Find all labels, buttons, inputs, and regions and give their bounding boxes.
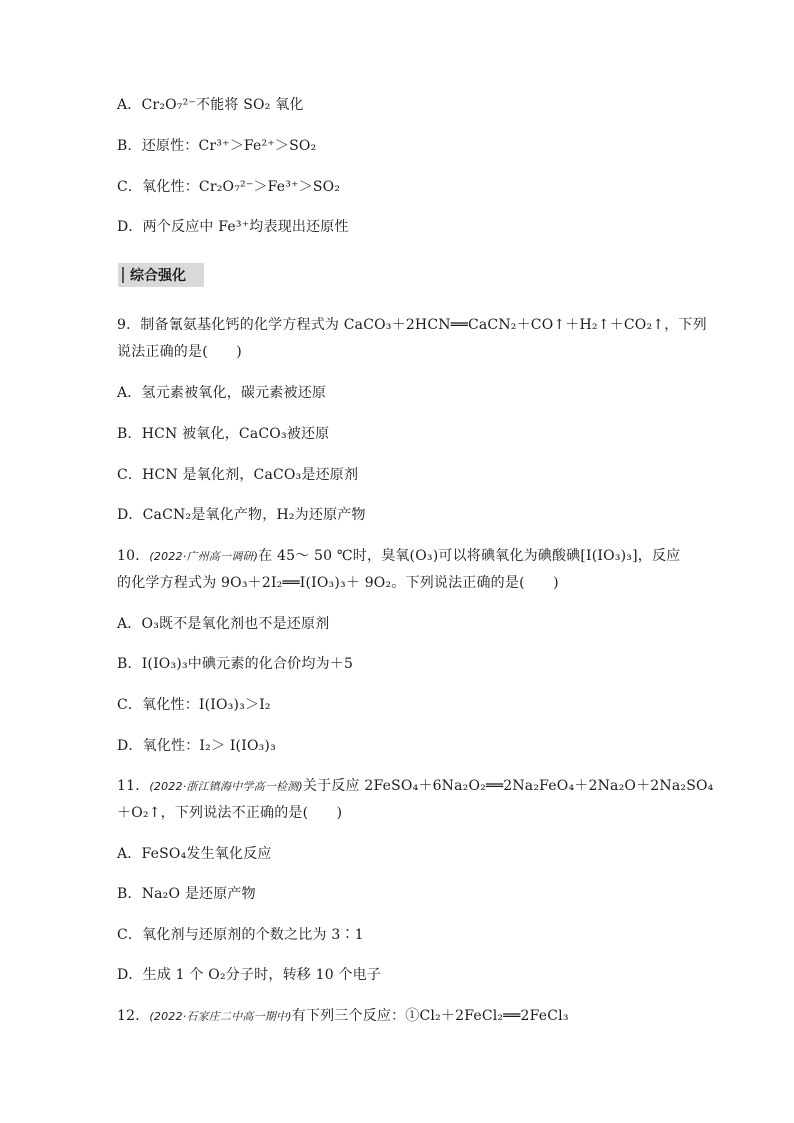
- q10-stem-text: 在 45～ 50 ℃时，臭氧(O₃)可以将碘氧化为碘酸碘[I(IO₃)₃]，反应: [258, 548, 681, 564]
- option-d-prev: D．两个反应中 Fe³⁺均表现出还原性: [117, 219, 349, 235]
- q9-option-d: D．CaCN₂是氧化产物，H₂为还原产物: [117, 507, 366, 523]
- q11-source: (2022·浙江镇海中学高一检测): [149, 780, 303, 793]
- q9-option-a: A．氢元素被氧化，碳元素被还原: [117, 385, 327, 401]
- section-header: [118, 263, 204, 287]
- option-c-prev: C．氧化性：Cr₂O₇²⁻＞Fe³⁺＞SO₂: [117, 179, 341, 195]
- q9-option-b: B．HCN 被氧化，CaCO₃被还原: [117, 426, 330, 442]
- q9-stem-line2: 说法正确的是( ): [117, 344, 242, 360]
- q11-stem-line2: ＋O₂↑，下列说法不正确的是( ): [117, 805, 343, 821]
- q11-option-a: A．FeSO₄发生氧化反应: [117, 846, 272, 862]
- q9-stem-line1: 9．制备氰氨基化钙的化学方程式为 CaCO₃＋2HCN══CaCN₂＋CO↑＋H₂↑＋CO₂↑，下列: [117, 317, 707, 333]
- q11-option-d: D．生成 1 个 O₂分子时，转移 10 个电子: [117, 967, 382, 983]
- q10-option-b: B．I(IO₃)₃中碘元素的化合价均为＋5: [117, 656, 354, 672]
- section-title: 综合强化: [130, 268, 186, 284]
- q11-number: 11．: [117, 778, 150, 794]
- q9-option-c: C．HCN 是氧化剂，CaCO₃是还原剂: [117, 467, 359, 483]
- q10-number: 10．: [117, 548, 150, 564]
- section-bar-decoration: [122, 267, 124, 283]
- q12-stem-text: 有下列三个反应：①Cl₂＋2FeCl₂══2FeCl₃: [291, 1008, 569, 1024]
- q11-stem-line1: [117, 776, 713, 797]
- q10-stem-line1: [117, 546, 680, 567]
- q10-option-c: C．氧化性：I(IO₃)₃＞I₂: [117, 697, 271, 713]
- q12-source: (2022·石家庄二中高一期中): [149, 1010, 292, 1023]
- q10-option-d: D．氧化性：I₂＞ I(IO₃)₃: [117, 738, 276, 754]
- q11-stem-text: 关于反应 2FeSO₄＋6Na₂O₂══2Na₂FeO₄＋2Na₂O＋2Na₂SO₄: [302, 778, 714, 794]
- option-b-prev: B．还原性：Cr³⁺＞Fe²⁺＞SO₂: [117, 138, 317, 154]
- q10-option-a: A．O₃既不是氧化剂也不是还原剂: [117, 616, 330, 632]
- q10-source: (2022·广州高一调研): [149, 550, 259, 563]
- q10-stem-line2: 的化学方程式为 9O₃＋2I₂══I(IO₃)₃＋ 9O₂。下列说法正确的是( ): [117, 575, 559, 591]
- q11-option-c: C．氧化剂与还原剂的个数之比为 3∶1: [117, 927, 364, 943]
- q11-option-b: B．Na₂O 是还原产物: [117, 886, 256, 902]
- option-a-prev: A．Cr₂O₇²⁻不能将 SO₂ 氧化: [117, 97, 304, 113]
- q12-number: 12．: [117, 1008, 150, 1024]
- q12-stem-line1: [117, 1006, 569, 1027]
